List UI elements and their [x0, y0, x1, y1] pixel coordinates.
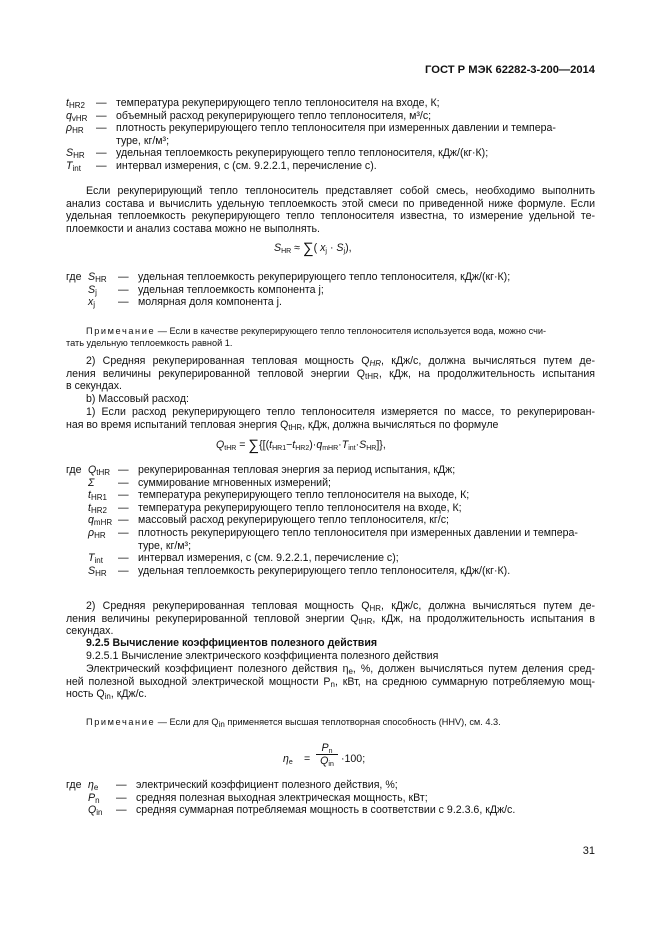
definition-symbol: $t_{HR2}$ — [66, 97, 85, 110]
definition-text: температура рекуперирующего тепло теплоносителя на входе, К; — [138, 501, 462, 514]
definition-dash: — — [118, 464, 129, 476]
paragraph-efficiency: Электрический коэффициент полезного действия $\eta_e$, %, должен вычисляться путем деления сред- ней полезной выходной электрической мощности $P_n$, кВт, на среднюю суммарную потребляемую мощ- ность $Q_{in}$, кДж/с. — [66, 663, 595, 702]
document-header: ГОСТ Р МЭК 62282-3-200—2014 — [425, 64, 595, 76]
definition-dash: — — [116, 791, 127, 804]
note-text: тать удельную теплоемкость равной 1. — [66, 338, 233, 348]
definition-row — [88, 502, 594, 515]
where-label: где — [66, 271, 82, 283]
note-text: — Если в качестве рекуперирующего тепло теплоносителя используется вода, можно счи- — [157, 326, 547, 336]
definition-symbol: $S_{HR}$ — [66, 147, 85, 161]
where-label: где — [66, 779, 82, 791]
paragraph-mass: 1) Если расход рекуперирующего тепло теплоносителя измеряется по массе, то рекуперирован- ная во время испытаний тепловая энергия $Q_{tHR}$, кДж, должна вычисляться по формуле — [66, 406, 595, 432]
definition-dash: — — [118, 564, 129, 577]
definition-text: удельная теплоемкость рекуперирующего тепло теплоносителя, кДж/(кг·К). — [138, 564, 511, 577]
definition-row — [88, 284, 616, 297]
definition-row — [88, 489, 594, 502]
definition-text: объемный расход рекуперирующего тепло теплоносителя, м³/с; — [116, 109, 432, 122]
definition-symbol: $S_{HR}$ — [88, 564, 107, 578]
definition-text: средняя полезная выходная электрическая мощность, кВт; — [136, 791, 428, 804]
definition-symbol: $x_j$ — [88, 296, 96, 310]
definition-dash: — — [118, 283, 129, 296]
note-label: Примечание — [86, 717, 156, 727]
formula-mixture: $S_{HR}$ ≈ ∑( $x_j \cdot S_j$), — [274, 240, 352, 257]
definition-text: молярная доля компонента j. — [138, 296, 282, 309]
definition-text: рекуперированная тепловая энергия за период испытания, кДж; — [138, 464, 456, 476]
definition-dash: — — [96, 109, 107, 122]
definition-text: удельная теплоемкость компонента j; — [138, 283, 324, 296]
definition-row — [88, 565, 594, 578]
definition-dash: — — [116, 804, 127, 817]
definition-row — [66, 147, 594, 160]
definition-dash: — — [118, 527, 129, 539]
definition-row — [66, 160, 594, 173]
definition-dash: — — [96, 97, 107, 109]
definition-row — [88, 296, 616, 309]
definition-dash: — — [118, 501, 129, 514]
definition-row — [88, 552, 594, 565]
definition-text: температура рекуперирующего тепло теплоносителя на входе, К; — [116, 97, 440, 109]
definition-row — [66, 110, 594, 123]
paragraph-avg-power-2: 2) Средняя рекуперированная тепловая мощность $Q_{HR}$, кДж/с, должна вычисляться путем де- ления величины рекуперированной тепловой энергии $Q_{tHR}$, кДж, на продолжительность испытания в секундах. — [66, 600, 596, 638]
definition-symbol: $P_n$ — [88, 791, 100, 805]
definition-symbol: $t_{HR1}$ — [88, 489, 107, 503]
definition-text: суммирование мгновенных измерений; — [138, 476, 331, 489]
text-line: анализ состава и вычислить удельную теплоемкость этой смеси по приведенной ниже формуле. Если — [66, 197, 595, 210]
definition-dash: — — [118, 476, 129, 489]
subsection-heading: 9.2.5.1 Вычисление электрического коэффициента полезного действия — [86, 650, 439, 662]
definition-row — [88, 527, 594, 552]
definition-text: температура рекуперирующего тепло теплоносителя на выходе, К; — [138, 489, 470, 502]
page-number: 31 — [582, 845, 595, 857]
definition-text: плотность рекуперирующего тепло теплоносителя при измеренных давлении и темпера- туре, кг/м³; — [138, 527, 578, 552]
definition-dash: — — [96, 122, 107, 135]
definition-row — [66, 464, 594, 477]
definition-dash: — — [96, 160, 107, 172]
definition-symbol: $\eta_e$ — [88, 779, 99, 792]
definition-symbol: $T_{int}$ — [66, 160, 81, 173]
formula-mass: $Q_{tHR} = \sum\{[(t_{HR1}-t_{HR2})\cdot q_{mHR}\cdot T_{int}\cdot S_{HR}]\}$, — [216, 437, 386, 454]
definition-symbol: $T_{int}$ — [88, 552, 103, 566]
definition-dash: — — [116, 779, 127, 791]
definition-text: интервал измерения, с (см. 9.2.2.1, перечисление с); — [138, 552, 399, 565]
mass-flow-heading: b) Массовый расход: — [86, 393, 189, 405]
note-hhv: Примечание — Если для $Q_{in}$ применяется высшая теплотворная способность (HHV), см. 4.3. — [66, 716, 595, 728]
definition-symbol: Σ — [88, 476, 95, 489]
definition-symbol: $\rho_{HR}$ — [66, 122, 84, 136]
definition-text: удельная теплоемкость рекуперирующего тепло теплоносителя, кДж/(кг·К); — [116, 147, 489, 160]
definition-text: удельная теплоемкость рекуперирующего тепло теплоносителя, кДж/(кг·К); — [138, 271, 511, 283]
definition-dash: — — [118, 552, 129, 565]
note-label: Примечание — [86, 326, 156, 336]
definition-row — [88, 804, 594, 817]
definition-row — [66, 779, 594, 792]
definition-text: интервал измерения, с (см. 9.2.2.1, перечисление с). — [116, 160, 377, 172]
paragraph-mixture — [66, 185, 595, 235]
definition-dash: — — [118, 296, 129, 309]
definition-dash: — — [118, 489, 129, 502]
definition-row — [88, 477, 594, 490]
section-heading: 9.2.5 Вычисление коэффициентов полезного действия — [86, 637, 378, 649]
text-line: плоемкости и анализ состава можно не выполнять. — [66, 222, 320, 235]
definition-row — [66, 97, 594, 110]
note-water — [66, 325, 595, 349]
definition-dash: — — [118, 514, 129, 527]
definition-symbol: $Q_{in}$ — [88, 804, 103, 818]
text-line: удельная теплоемкость рекуперирующего тепло теплоносителя известна, то измерение удельной те- — [66, 210, 595, 223]
definition-symbol: $Q_{tHR}$ — [88, 464, 111, 477]
definition-symbol: $S_j$ — [88, 283, 97, 297]
definition-text: плотность рекуперирующего тепло теплоносителя при измеренных давлении и темпера- туре, кг/м³; — [116, 122, 556, 147]
text-line: Если рекуперирующий тепло теплоноситель представляет собой смесь, необходимо выполнить — [86, 185, 595, 197]
definition-text: средняя суммарная потребляемая мощность в соответствии с 9.2.3.6, кДж/с. — [136, 804, 516, 817]
definition-text: электрический коэффициент полезного действия, %; — [136, 779, 398, 791]
definition-symbol: $q_{vHR}$ — [66, 109, 88, 123]
definition-symbol: $t_{HR2}$ — [88, 501, 107, 515]
definition-row — [88, 514, 594, 527]
definition-symbol: $q_{mHR}$ — [88, 514, 113, 528]
definition-dash: — — [118, 271, 129, 283]
definition-symbol: $\rho_{HR}$ — [88, 527, 106, 540]
paragraph-avg-power-1: 2) Средняя рекуперированная тепловая мощность $Q_{HR}$, кДж/с, должна вычисляться путем де- ления величины рекуперированной тепловой энергии $Q_{tHR}$, кДж, на продолжительность испытания в секундах. — [66, 355, 596, 393]
definition-symbol: $S_{HR}$ — [88, 271, 107, 284]
definition-text: массовый расход рекуперирующего тепло теплоносителя, кг/с; — [138, 514, 449, 527]
definition-row — [66, 122, 594, 147]
definition-row — [88, 792, 594, 805]
where-label: где — [66, 464, 82, 476]
definition-dash: — — [96, 147, 107, 160]
definition-row — [66, 271, 616, 284]
